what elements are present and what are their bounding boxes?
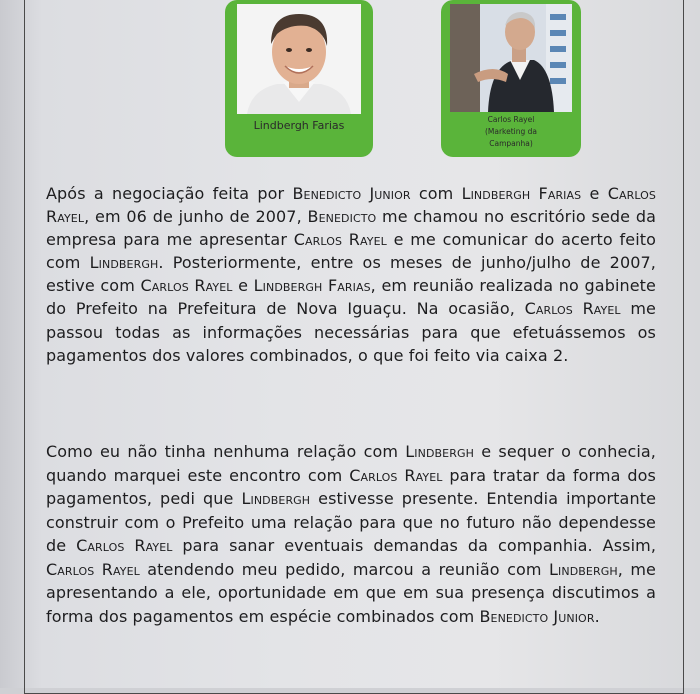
caption-line: (Marketing da — [484, 127, 538, 136]
text-segment: , me apresentando a ele, oportunidade em que em sua presença discutimos a forma dos pagamentos em espécie combinados com — [46, 559, 656, 626]
text-segment: Como eu não tinha nenhuma relação com — [46, 442, 406, 461]
name-reference: Carlos Rayel — [293, 230, 387, 250]
photo-caption-carlos — [441, 114, 581, 150]
name-reference: Carlos Rayel — [140, 276, 233, 296]
photo-card-carlos — [441, 0, 581, 157]
text-segment: com — [410, 184, 462, 203]
text-segment: para tratar da forma dos pagamentos, pedi que — [46, 465, 656, 508]
text-segment: . Posteriormente, entre os meses de junho/julho de 2007, estive com — [46, 253, 656, 296]
name-reference: Lindbergh Farias — [253, 276, 371, 296]
text-segment: e me comunicar do acerto feito com — [46, 230, 657, 273]
name-reference: Lindbergh Farias — [461, 184, 582, 203]
caption-line: Carlos Rayel — [487, 115, 535, 124]
body-paragraph-2 — [46, 440, 656, 628]
photo-caption-lindbergh: Lindbergh Farias — [253, 119, 345, 132]
name-reference: Benedicto Junior — [292, 184, 411, 203]
name-reference: Carlos Rayel — [524, 299, 621, 319]
text-segment: me passou todas as informações necessárias para que efetuássemos os pagamentos dos valores combinados, o que foi feito via caixa 2. — [46, 299, 656, 365]
name-reference: Lindbergh — [549, 559, 618, 579]
text-segment: e — [232, 276, 254, 296]
name-reference: Carlos Rayel — [46, 559, 140, 579]
photo-card-lindbergh — [225, 0, 373, 157]
name-reference: Benedicto Junior — [479, 606, 595, 626]
text-segment: , em reunião realizada no gabinete do Prefeito na Prefeitura de Nova Iguaçu. Na ocasião, — [46, 276, 656, 319]
text-segment: e — [581, 184, 608, 203]
name-reference: Lindbergh — [241, 489, 311, 508]
name-reference: Carlos Rayel — [76, 536, 173, 555]
name-reference: Carlos Rayel — [349, 465, 443, 485]
name-reference: Lindbergh — [405, 442, 474, 461]
text-segment: me chamou no escritório sede da empresa para me apresentar — [46, 207, 656, 250]
name-reference: Lindbergh — [89, 253, 159, 273]
portrait-photo-lindbergh — [237, 4, 361, 114]
text-segment: atendendo meu pedido, marcou a reunião com — [139, 559, 550, 579]
text-segment: , em 06 de junho de 2007, — [84, 207, 308, 227]
name-reference: Benedicto — [307, 207, 377, 227]
text-segment: para sanar eventuais demandas da companhia. Assim, — [172, 536, 657, 555]
caption-line: Campanha) — [489, 139, 533, 148]
portrait-photo-carlos — [450, 4, 572, 112]
text-segment: Após a negociação feita por — [46, 184, 293, 203]
name-reference: Carlos Rayel — [46, 184, 657, 227]
text-segment: estivesse presente. Entendia importante construir com o Prefeito uma relação para que no futuro não dependesse de — [46, 489, 657, 555]
body-paragraph-1 — [46, 182, 656, 367]
text-segment: . — [594, 606, 600, 626]
text-segment: e sequer o conhecia, quando marquei este encontro com — [46, 442, 656, 485]
